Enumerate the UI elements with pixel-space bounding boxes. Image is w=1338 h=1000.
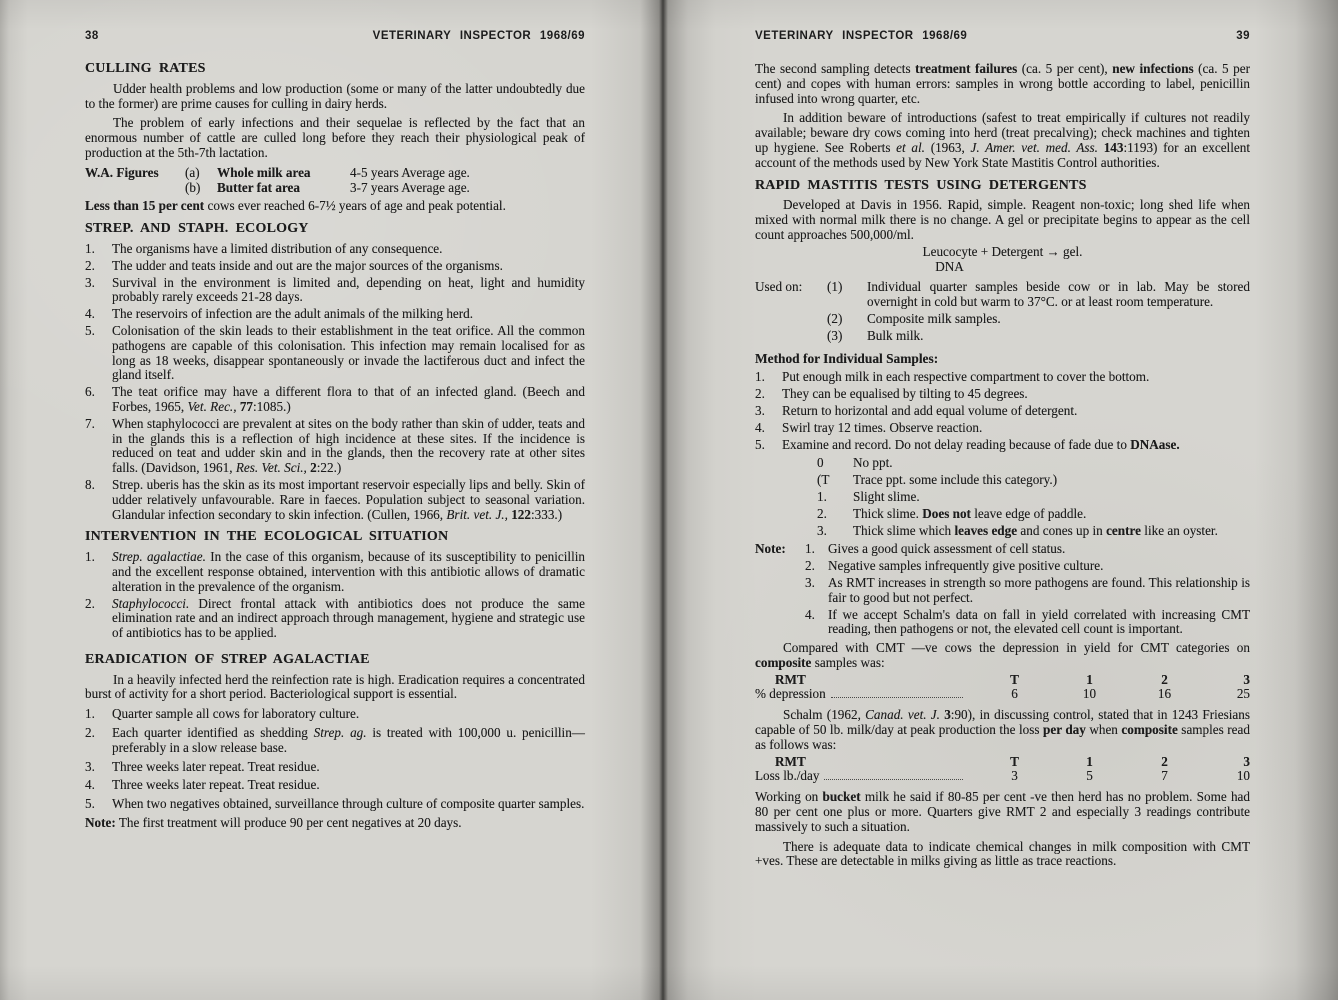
- section-heading-eradication: ERADICATION OF STREP AGALACTIAE: [85, 651, 370, 667]
- paragraph: Working on bucket milk he said if 80-85 per cent -ve then herd has no problem. Some had 80 per cent one plus or more. Quarters give RMT 2 and especially 3 readings contribute massively to such a situation.: [755, 789, 1250, 834]
- list-item: 1. Gives a good quick assessment of cell status.: [805, 541, 1066, 557]
- wa-marker-b: (b): [185, 179, 201, 195]
- list-item: 4. If we accept Schalm's data on fall in yield correlated with increasing CMT reading, then pathogens or not, the elevated cell count is important.: [805, 606, 1250, 637]
- used-on-block: [755, 280, 1250, 343]
- grading-scale-list: [817, 456, 1250, 538]
- page-header: [85, 30, 585, 42]
- list-item: (T Trace ppt. some include this category.): [817, 472, 1058, 488]
- wa-marker-a: (a): [185, 164, 200, 180]
- list-item: 4. Three weeks later repeat. Treat residue.: [85, 777, 320, 793]
- list-item: 6. The teat orifice may have a different flora to that of an infected gland. (Beech and Forbes, 1965, Vet. Rec., 77:1085.): [85, 384, 585, 414]
- list-item: 3. Thick slime which leaves edge and cones up in centre like an oyster.: [817, 522, 1218, 538]
- list-item: 1. The organisms have a limited distribution of any consequence.: [85, 240, 443, 256]
- list-item: 1. Slight slime.: [817, 488, 920, 504]
- paragraph: Schalm (1962, Canad. vet. J. 3:90), in discussing control, stated that in 1243 Friesians capable of 50 lb. milk/day at peak production the loss per day when composite samples read as follows was:: [755, 707, 1251, 752]
- list-item: 2. Thick slime. Does not leave edge of paddle.: [817, 505, 1087, 521]
- list-item: 0 No ppt.: [817, 455, 893, 471]
- formula-line: Leucocyte + Detergent → gel.: [922, 243, 1083, 259]
- table-row: Loss lb./day 3 5 7 10: [755, 768, 1250, 784]
- list-item: 8. Strep. uberis has the skin as its most important reservoir especially lips and belly. Skin of udder relatively unfavourable. Rare in faeces. Population subject to seasonal variation. Glandular infection secondary to skin infection. (Cullen, 1966, Brit. vet. J., 122:333.): [85, 476, 585, 522]
- table-header-label: RMT: [775, 753, 806, 769]
- list-item: 2. Staphylococci. Direct frontal attack with antibiotics does not produce the same elimination rate and an indirect approach through management, hygiene and strategic use of antibiotics has to be applied.: [85, 595, 585, 641]
- list-item: 3. As RMT increases in strength so more pathogens are found. This relationship is fair to good but not perfect.: [805, 574, 1250, 605]
- table-row-label: % depression: [755, 686, 826, 702]
- page-number: 39: [1236, 30, 1250, 42]
- list-item: (1) Individual quarter samples beside cow or in lab. May be stored overnight in cold but warm to 37°C. or at least room temperature.: [827, 279, 1250, 310]
- section-heading-rapid-mastitis: RAPID MASTITIS TESTS USING DETERGENTS: [755, 177, 1087, 193]
- note-label: Note:: [755, 541, 786, 557]
- wa-value-a: 4-5 years Average age.: [350, 164, 470, 180]
- reaction-formula: [755, 245, 1250, 275]
- wa-name-a: Whole milk area: [217, 164, 311, 180]
- paragraph: Compared with CMT —ve cows the depression in yield for CMT categories on composite samples was:: [755, 640, 1250, 670]
- list-item: 1. Quarter sample all cows for laboratory culture.: [85, 706, 360, 722]
- running-title: VETERINARY INSPECTOR 1968/69: [372, 30, 585, 42]
- list-item: 5. Examine and record. Do not delay reading because of fade due to DNAase.: [755, 436, 1180, 452]
- rmt-depression-table: [755, 673, 1250, 703]
- paragraph: The problem of early infections and their sequelae is reflected by the fact that an enormous number of cattle are culled long before they reach their physiological peak of production at the 5th-7th lactation.: [85, 115, 585, 160]
- rmt-loss-table: [755, 755, 1250, 785]
- wa-name-b: Butter fat area: [217, 179, 301, 195]
- section-heading-method: Method for Individual Samples:: [755, 350, 939, 366]
- list-item: 4. The reservoirs of infection are the adult animals of the milking herd.: [85, 306, 474, 322]
- list-item: 4. Swirl tray 12 times. Observe reaction.: [755, 419, 983, 435]
- list-item: 5. Colonisation of the skin leads to their establishment in the teat orifice. All the common pathogens are capable of this colonisation. This infection may remain localised for as long as 18 weeks, disappear spontaneously or invade the lactiferous duct and infect the gland itself.: [85, 322, 585, 383]
- table-row-label: Loss lb./day: [755, 768, 820, 784]
- used-on-label: Used on:: [755, 279, 803, 295]
- list-item: 2. Negative samples infrequently give positive culture.: [805, 558, 1104, 574]
- eradication-list: [85, 707, 585, 812]
- list-item: (3) Bulk milk.: [827, 327, 924, 343]
- paragraph: In a heavily infected herd the reinfection rate is high. Eradication requires a concentrated burst of activity for a short period. Bacteriological support is essential.: [85, 671, 585, 702]
- dotted-leader: [824, 779, 963, 780]
- wa-value-b: 3-7 years Average age.: [350, 179, 470, 195]
- wa-figures-block: [85, 166, 585, 196]
- table-row: % depression 6 10 16 25: [755, 686, 1250, 702]
- running-title: VETERINARY INSPECTOR 1968/69: [755, 30, 968, 42]
- wa-prefix: W.A. Figures: [85, 164, 159, 180]
- paragraph: There is adequate data to indicate chemical changes in milk composition with CMT +ves. These are detectable in milks giving as little as trace reactions.: [755, 838, 1250, 869]
- list-item: 2. The udder and teats inside and out are the major sources of the organisms.: [85, 257, 503, 273]
- page-header: [755, 30, 1250, 42]
- dotted-leader: [831, 697, 963, 698]
- list-item: 1. Strep. agalactiae. In the case of this organism, because of its susceptibility to penicillin and the excellent response obtained, intervention with this antibiotic allows of dramatic alteration in the prevalence of the organism.: [85, 549, 585, 594]
- intervention-list: [85, 550, 585, 641]
- paragraph: Developed at Davis in 1956. Rapid, simple. Reagent non-toxic; long shed life when mixed with normal milk there is no change. A gel or precipitate begins to appear as the cell count approaches 500,000/ml.: [755, 197, 1250, 242]
- paragraph: Less than 15 per cent cows ever reached 6-7½ years of age and peak potential.: [85, 198, 506, 214]
- ecology-list: [85, 242, 585, 522]
- paragraph: In addition beware of introductions (safest to treat empirically if cultures not readily available; beware dry cows coming into herd (treat precalving); check machines and tighten up hygiene. See Roberts et al. (1963, J. Amer. vet. med. Ass. 143:1193) for an excellent account of the methods used by New York State Mastitis Control authorities.: [755, 110, 1250, 170]
- list-item: 1. Put enough milk in each respective compartment to cover the bottom.: [755, 369, 1150, 385]
- table-header-label: RMT: [775, 671, 806, 687]
- list-item: 7. When staphylococci are prevalent at sites on the body rather than skin of udder, teats and in the glands this is a reflection of high incidence at these sites. If the incidence is reduced on teat and udder skin and in the glands, then the recovery rate at other sites falls. (Davidson, 1961, Res. Vet. Sci., 2:22.): [85, 415, 585, 476]
- list-item: 3. Three weeks later repeat. Treat residue.: [85, 758, 320, 774]
- list-item: 2. They can be equalised by tilting to 45 degrees.: [755, 386, 1028, 402]
- list-item: 3. Survival in the environment is limited and, depending on heat, light and humidity probably rarely exceeds 21-28 days.: [85, 274, 585, 305]
- note-paragraph: Note: The first treatment will produce 90 per cent negatives at 20 days.: [85, 815, 462, 831]
- paragraph: The second sampling detects treatment failures (ca. 5 per cent), new infections (ca. 5 per cent) and copes with human errors: samples in wrong bottle according to label, penicillin infused into wrong quarter, etc.: [755, 61, 1250, 106]
- note-block: [755, 542, 1250, 637]
- method-list: [755, 370, 1250, 452]
- used-on-list: [827, 280, 1250, 343]
- page-38: [0, 0, 663, 1000]
- section-heading-culling-rates: CULLING RATES: [85, 61, 206, 76]
- formula-dna-label: DNA: [935, 258, 964, 274]
- page-39: [663, 0, 1338, 1000]
- list-item: 2. Each quarter identified as shedding Strep. ag. is treated with 100,000 u. penicillin—preferably in a slow release base.: [85, 725, 585, 755]
- page-number: 38: [85, 30, 99, 42]
- note-list: [805, 542, 1250, 637]
- section-heading-ecology: STREP. AND STAPH. ECOLOGY: [85, 221, 309, 237]
- list-item: 5. When two negatives obtained, surveillance through culture of composite quarter samples.: [85, 796, 585, 812]
- section-heading-intervention: INTERVENTION IN THE ECOLOGICAL SITUATION: [85, 529, 449, 545]
- table-header-row: RMT T 1 2 3: [755, 755, 1250, 770]
- list-item: 3. Return to horizontal and add equal volume of detergent.: [755, 402, 1078, 418]
- table-header-row: RMT T 1 2 3: [755, 673, 1250, 688]
- list-item: (2) Composite milk samples.: [827, 310, 1001, 326]
- paragraph: Udder health problems and low production (some or many of the latter undoubtedly due to the former) are prime causes for culling in dairy herds.: [85, 80, 585, 111]
